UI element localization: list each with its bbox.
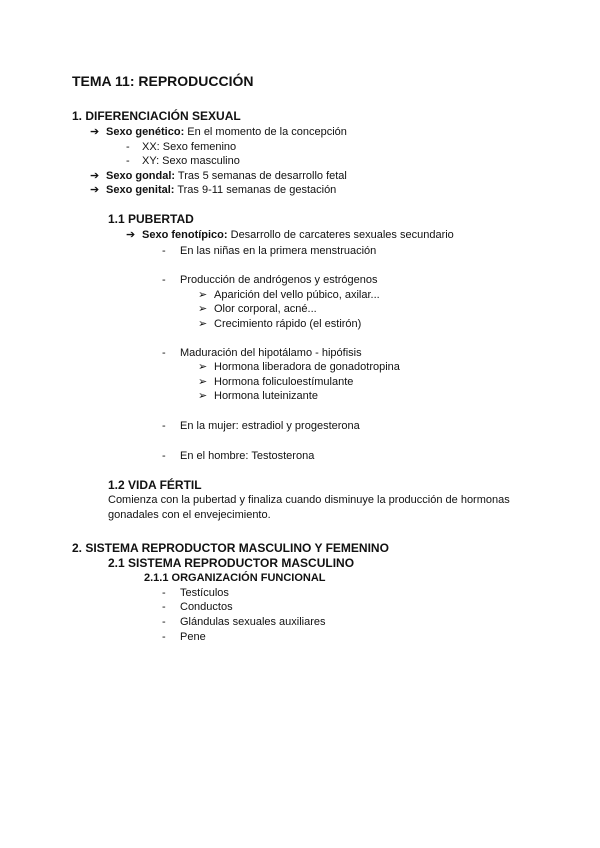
text: Conductos bbox=[180, 601, 233, 613]
text: Glándulas sexuales auxiliares bbox=[180, 616, 326, 628]
arrow-right-icon: ➔ bbox=[90, 126, 100, 138]
list-item-olor bbox=[198, 303, 317, 316]
bullet-sexo-genetico bbox=[90, 126, 347, 139]
dash-icon: - bbox=[162, 347, 166, 359]
label: Sexo genital: bbox=[106, 184, 175, 196]
text: Aparición del vello púbico, axilar... bbox=[214, 289, 380, 301]
dash-icon: - bbox=[162, 631, 166, 643]
subsection-pubertad-heading: 1.1 PUBERTAD bbox=[108, 212, 194, 226]
list-item-vello bbox=[198, 289, 380, 302]
dash-icon: - bbox=[162, 420, 166, 432]
list-item-maduracion bbox=[162, 347, 362, 360]
list-item bbox=[162, 601, 233, 614]
dash-icon: - bbox=[162, 450, 166, 462]
list-item bbox=[162, 616, 326, 629]
list-item bbox=[162, 587, 229, 600]
dash-icon: - bbox=[126, 141, 130, 153]
subsection-2-1-heading: 2.1 SISTEMA REPRODUCTOR MASCULINO bbox=[108, 556, 355, 570]
text: Producción de andrógenos y estrógenos bbox=[180, 274, 378, 286]
text: Crecimiento rápido (el estirón) bbox=[214, 318, 362, 330]
text: Desarrollo de carcateres sexuales secundario bbox=[227, 229, 454, 241]
text: XX: Sexo femenino bbox=[142, 141, 237, 153]
text: Olor corporal, acné... bbox=[214, 303, 317, 315]
list-item-xx bbox=[126, 141, 236, 154]
arrowhead-right-icon: ➢ bbox=[198, 318, 208, 330]
text: Pene bbox=[180, 631, 206, 643]
label: Sexo genético: bbox=[106, 126, 185, 138]
dash-icon: - bbox=[162, 587, 166, 599]
list-item-xy bbox=[126, 155, 240, 168]
dash-icon: - bbox=[162, 274, 166, 286]
text: Tras 9-11 semanas de gestación bbox=[174, 184, 337, 196]
arrowhead-right-icon: ➢ bbox=[198, 361, 208, 373]
arrow-right-icon: ➔ bbox=[126, 229, 136, 241]
text: En la mujer: estradiol y progesterona bbox=[180, 420, 360, 432]
text: XY: Sexo masculino bbox=[142, 155, 240, 167]
list-item-hormona-2 bbox=[198, 376, 353, 389]
text: Tras 5 semanas de desarrollo fetal bbox=[175, 170, 347, 182]
list-item-hormona-3 bbox=[198, 390, 318, 403]
text: En el hombre: Testosterona bbox=[180, 450, 315, 462]
list-item bbox=[162, 631, 206, 644]
bullet-sexo-gondal bbox=[90, 170, 347, 183]
bullet-sexo-fenotipico bbox=[126, 229, 454, 242]
arrow-right-icon: ➔ bbox=[90, 184, 100, 196]
dash-icon: - bbox=[162, 601, 166, 613]
subsection-vida-fertil-heading: 1.2 VIDA FÉRTIL bbox=[108, 478, 202, 492]
arrowhead-right-icon: ➢ bbox=[198, 303, 208, 315]
arrowhead-right-icon: ➢ bbox=[198, 289, 208, 301]
list-item-ninas bbox=[162, 245, 376, 258]
list-item-crecimiento bbox=[198, 318, 361, 331]
vida-fertil-paragraph: Comienza con la pubertad y finaliza cuando disminuye la producción de hormonas gonadales con el envejecimiento. bbox=[108, 494, 510, 521]
arrowhead-right-icon: ➢ bbox=[198, 390, 208, 402]
text: En las niñas en la primera menstruación bbox=[180, 245, 377, 257]
label: Sexo fenotípico: bbox=[142, 229, 228, 241]
arrowhead-right-icon: ➢ bbox=[198, 376, 208, 388]
bullet-sexo-genital bbox=[90, 184, 336, 197]
label: Sexo gondal: bbox=[106, 170, 176, 182]
text: En el momento de la concepción bbox=[184, 126, 347, 138]
dash-icon: - bbox=[162, 245, 166, 257]
arrow-right-icon: ➔ bbox=[90, 170, 100, 182]
text: Maduración del hipotálamo - hipófisis bbox=[180, 347, 362, 359]
subsubsection-2-1-1-heading: 2.1.1 ORGANIZACIÓN FUNCIONAL bbox=[144, 572, 326, 584]
text: Testículos bbox=[180, 587, 229, 599]
list-item-produccion bbox=[162, 274, 378, 287]
text: Hormona foliculoestímulante bbox=[214, 376, 354, 388]
list-item-mujer bbox=[162, 420, 360, 433]
list-item-hombre bbox=[162, 450, 314, 463]
text: Hormona luteinizante bbox=[214, 390, 318, 402]
list-item-hormona-1 bbox=[198, 361, 400, 374]
dash-icon: - bbox=[126, 155, 130, 167]
section-2-heading: 2. SISTEMA REPRODUCTOR MASCULINO Y FEMENINO bbox=[72, 541, 389, 555]
text: Hormona liberadora de gonadotropina bbox=[214, 361, 400, 373]
section-1-heading: 1. DIFERENCIACIÓN SEXUAL bbox=[72, 109, 241, 123]
page-title: TEMA 11: REPRODUCCIÓN bbox=[72, 73, 254, 89]
dash-icon: - bbox=[162, 616, 166, 628]
